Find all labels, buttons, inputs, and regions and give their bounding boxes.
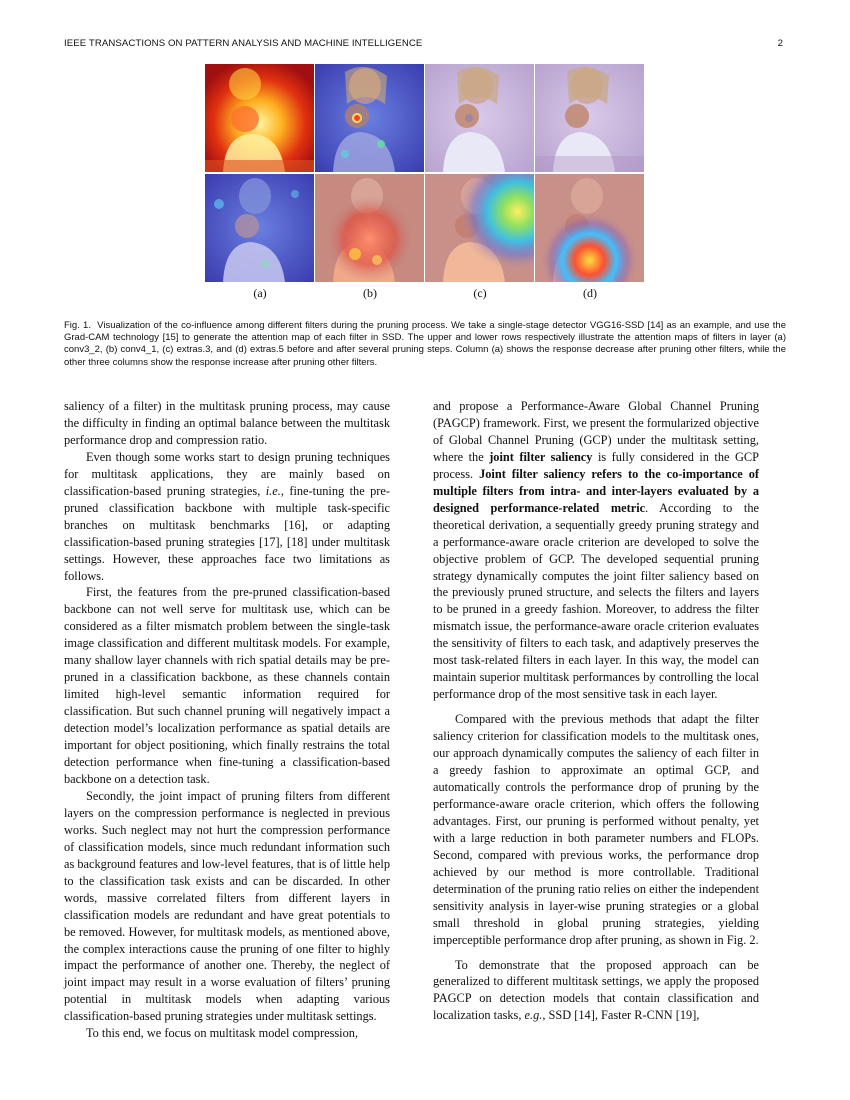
journal-title: IEEE TRANSACTIONS ON PATTERN ANALYSIS AND MACHINE INTELLIGENCE — [64, 38, 423, 49]
panel-a-after — [205, 174, 314, 282]
panel-c-before — [425, 64, 534, 172]
caption-label: Fig. 1. — [64, 320, 91, 331]
panel-a-before — [205, 64, 314, 172]
italic-text: i.e. — [265, 483, 281, 498]
paragraph: To this end, we focus on multitask model compression, — [86, 1026, 359, 1041]
panel-b-before — [315, 64, 424, 172]
text-run: and propose a Performance-Aware Global Channel Pruning (PAGCP) framework. First, we present the formularized objective of Global Channel Pruning (GCP) under the multitask setting, where the — [433, 399, 759, 464]
paragraph: Secondly, the joint impact of pruning filters from different layers on the compression performance is neglected in previous works. Such neglect may not hurt the compression performance of classification models, since much redundant information such as background features and low-level features, that is of little help to the classification task exists and can be discarded. In other words, massive correlated filters from different layers in classification models are redundant and have great potentials to be removed. However, for multitask models, as mentioned above, the complex interactions cause the pruning of one filter to highly impact the performance of another one. Thereby, the neglect of joint impact may result in a worse evaluation of filters’ pruning potential in multitask models when adapting various classification-based pruning strategies under multitask settings. — [64, 788, 390, 1024]
paragraph: saliency of a filter) in the multitask pruning process, may cause the difficulty in finding an optimal balance between the multitask performance drop and compression ratio. — [64, 399, 390, 447]
paragraph — [64, 449, 390, 585]
bold-text: Joint filter saliency refers to the co-importance of multiple filters from intra- and inter-layers evaluated by a designed performance-related metric — [433, 466, 759, 515]
figure-caption — [64, 320, 786, 369]
panel-labels — [205, 286, 645, 302]
paragraph: First, the features from the pre-pruned classification-based backbone can not well serve for multitask use, which can be considered as a filter mismatch problem between the single-task image classification and different multitask models. For example, many shallow layer channels with rich spatial details may be pre-pruned in a classification backbone, as these channels contain limited high-level semantic information required for classification. But such channel pruning will negatively impact a detection model’s localization performance as spatial details are important for object positioning, which finally restrains the total detection performance when fine-tuning a classification-based backbone on a detection task. — [64, 585, 390, 786]
running-header — [64, 38, 786, 52]
panel-b-after — [315, 174, 424, 282]
text-run: To demonstrate that the proposed approach can be generalized to different multitask settings, we apply the proposed PAGCP on detection models that contain classification and localization tasks, — [433, 957, 759, 1023]
paragraph — [433, 957, 759, 1025]
panel-d-after — [535, 174, 644, 282]
text-run: . According to the theoretical derivation, a sequentially greedy pruning strategy and a performance-aware oracle criterion are developed to solve the objective problem of GCP. The developed sequential pruning strategy dynamically computes the joint filter saliency based on the previously pruned structure, and selects the filters and layers to be pruned in a greedy fashion. Moreover, to address the filter mismatch issue, the performance-aware oracle criterion evaluates the sensitivity of filters to each task, and adaptively preserves the most task-related filters in each layer. In this way, the model can maintain superior multitask performances by controlling the local performance drop of the most sensitive task in each layer. — [433, 500, 759, 702]
paragraph — [433, 398, 759, 703]
italic-text: e.g. — [524, 1008, 543, 1023]
bold-text: joint filter saliency — [489, 449, 593, 464]
panel-c-after — [425, 174, 534, 282]
right-column — [433, 398, 759, 1024]
left-column — [64, 398, 390, 1042]
panel-d-before — [535, 64, 644, 172]
panel-label-d: (d) — [583, 286, 597, 300]
caption-text: Visualization of the co-influence among different filters during the pruning process. We take a single-stage detector VGG16-SSD [14] as an example, and use the Grad-CAM technology [15] to generate the attention map of each filter in SSD. The upper and lower rows respectively illustrate the attention maps of filters in layer (a) conv3_2, (b) conv4_1, (c) extras.3, and (d) extras.5 before and after several pruning steps. Column (a) shows the response decrease after pruning other filters, while the other three columns show the response increase after pruning other filters. — [64, 320, 786, 368]
text-run: , fine-tuning the pre-pruned classification backbone with multiple task-specific branches on multitask benchmarks [16], or adapting classification-based pruning strategies [17], [18] under multitask settings. However, these approaches face two limitations as follows. — [64, 483, 390, 583]
paragraph: Compared with the previous methods that adapt the filter saliency criterion for classification models to the multitask ones, our approach dynamically computes the saliency of each filter in a greedy fashion to approximate an optimal GCP, and automatically controls the performance drop of pruning by the performance-aware oracle criterion, which offers the following advantages. First, our pruning is performed without penalty, yet with a large reduction in both parameter numbers and FLOPs. Second, compared with previous works, the performance drop achieved by our method is more controllable. Traditional determination of the pruning ratio relies on either the independent sensitivity analysis in layer-wise pruning strategies or a global small threshold in global pruning strategies, yielding imperceptible performance drop after pruning, as shown in Fig. 2. — [433, 712, 759, 947]
figure-1-grid — [205, 64, 645, 282]
text-run: , SSD [14], Faster R-CNN [19], — [542, 1008, 700, 1023]
page-number: 2 — [777, 38, 783, 49]
panel-label-a: (a) — [253, 286, 267, 300]
panel-label-c: (c) — [473, 286, 487, 300]
panel-label-b: (b) — [363, 286, 377, 300]
text-run: is fully considered in the GCP process. — [433, 449, 759, 481]
text-run: Even though some works start to design pruning techniques for multitask applications, they are mainly based on classification-based pruning strategies, — [64, 449, 390, 498]
